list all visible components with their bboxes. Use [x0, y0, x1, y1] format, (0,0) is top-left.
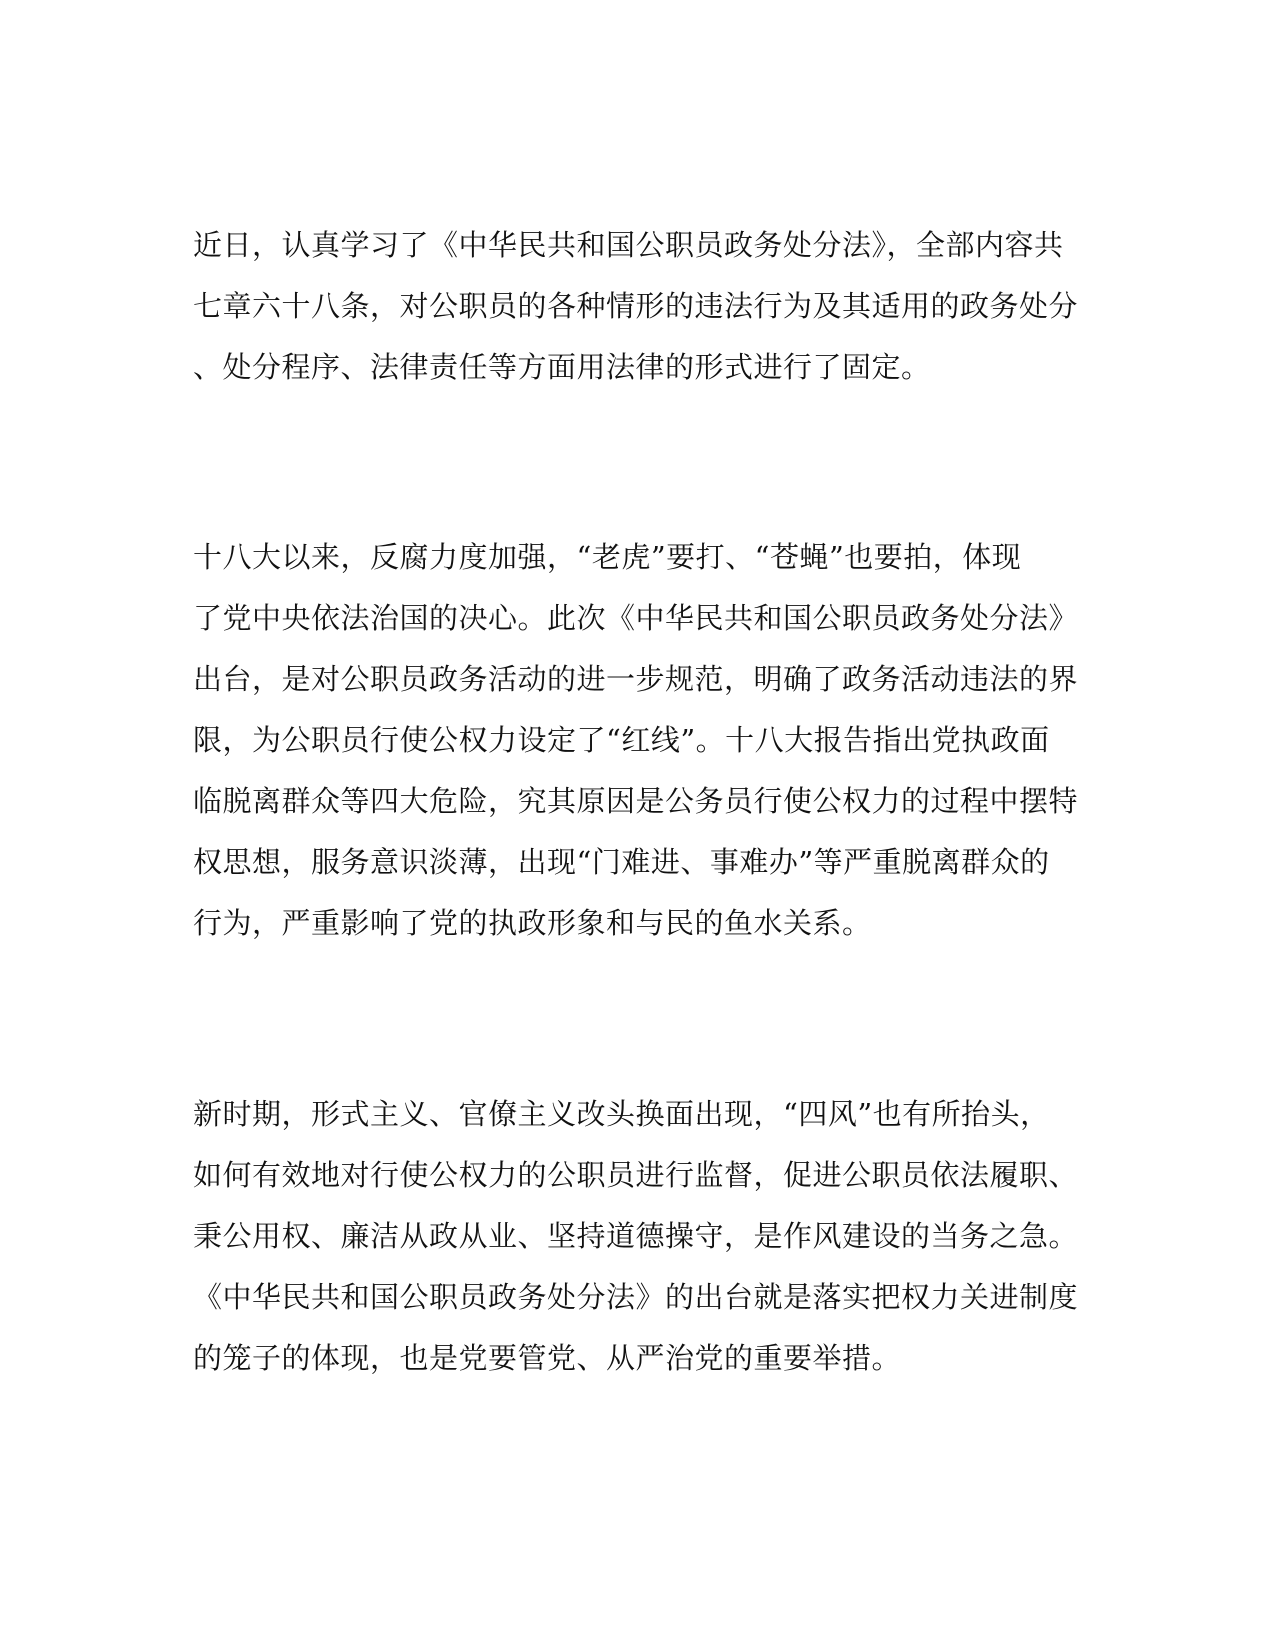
paragraph-line: 了党中央依法治国的决心。此次《中华民共和国公职员政务处分法》	[193, 601, 1079, 635]
paragraph-line: 七章六十八条，对公职员的各种情形的违法行为及其适用的政务处分	[193, 289, 1079, 323]
paragraph-line: 行为，严重影响了党的执政形象和与民的鱼水关系。	[193, 906, 872, 940]
paragraph-line: 的笼子的体现，也是党要管党、从严治党的重要举措。	[193, 1341, 902, 1375]
paragraph-line: 秉公用权、廉洁从政从业、坚持道德操守，是作风建设的当务之急。	[193, 1219, 1079, 1253]
paragraph-line: 《中华民共和国公职员政务处分法》的出台就是落实把权力关进制度	[193, 1280, 1079, 1314]
paragraph-line: 权思想，服务意识淡薄，出现“门难进、事难办”等严重脱离群众的	[193, 845, 1050, 879]
paragraph-line: 十八大以来，反腐力度加强，“老虎”要打、“苍蝇”也要拍，体现	[193, 540, 1022, 574]
paragraph-line: 临脱离群众等四大危险，究其原因是公务员行使公权力的过程中摆特	[193, 784, 1079, 818]
paragraph-line: 、处分程序、法律责任等方面用法律的形式进行了固定。	[193, 350, 931, 384]
paragraph-line: 出台，是对公职员政务活动的进一步规范，明确了政务活动违法的界	[193, 662, 1079, 696]
paragraph-line: 新时期，形式主义、官僚主义改头换面出现，“四风”也有所抬头，	[193, 1097, 1050, 1131]
paragraph-line: 限，为公职员行使公权力设定了“红线”。十八大报告指出党执政面	[193, 723, 1050, 757]
paragraph-line: 近日，认真学习了《中华民共和国公职员政务处分法》，全部内容共	[193, 228, 1064, 262]
paragraph-line: 如何有效地对行使公权力的公职员进行监督，促进公职员依法履职、	[193, 1158, 1079, 1192]
